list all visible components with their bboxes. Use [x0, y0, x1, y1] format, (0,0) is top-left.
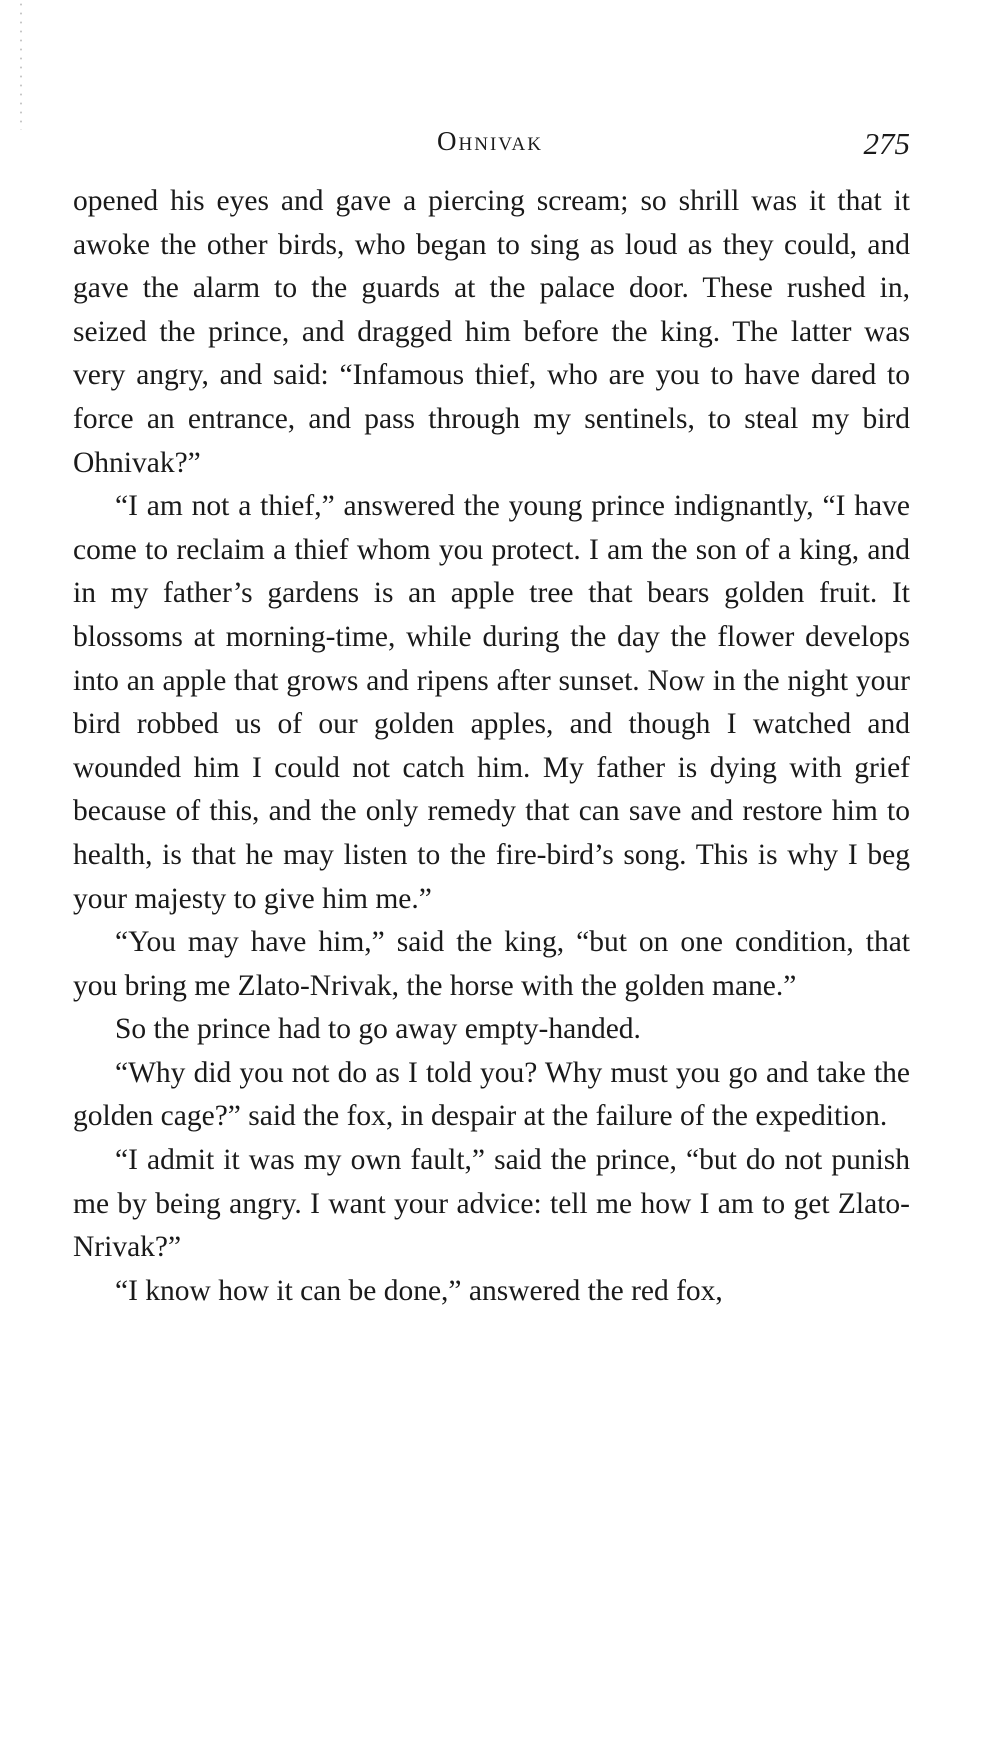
scan-speckles: [18, 0, 26, 130]
page-number: 275: [863, 126, 910, 161]
paragraph: “I am not a thief,” answered the young prince indignantly, “I have come to reclaim a thief whom you protect. I am the son of a king, and in my father’s gardens is an apple tree that bears golden fruit. It blossoms at morning-time, while during the day the flower develops into an apple that grows and ripens after sunset. Now in the night your bird robbed us of our golden apples, and though I watched and wounded him I could not catch him. My father is dying with grief because of this, and the only remedy that can save and restore him to health, is that he may listen to the fire-bird’s song. This is why I beg your majesty to give him me.”: [73, 490, 910, 915]
paragraph: “I admit it was my own fault,” said the prince, “but do not punish me by being angry. I want your advice: tell me how I am to get Zlato-Nrivak?”: [73, 1144, 910, 1264]
paragraph-continued: opened his eyes and gave a piercing scream; so shrill was it that it awoke the other birds, who began to sing as loud as they could, and gave the alarm to the guards at the palace door. These rushed in, seized the prince, and dragged him before the king. The latter was very angry, and said: “Infamous thief, who are you to have dared to force an entrance, and pass through my sentinels, to steal my bird Ohnivak?”: [73, 185, 910, 479]
paragraph: “You may have him,” said the king, “but on one condition, that you bring me Zlato-Nrivak, the horse with the golden mane.”: [73, 926, 910, 1002]
running-title: Ohnivak: [437, 126, 543, 156]
page-header: [70, 126, 910, 166]
paragraph: “Why did you not do as I told you? Why must you go and take the golden cage?” said the fox, in despair at the failure of the expedition.: [73, 1056, 910, 1133]
paragraph: “I know how it can be done,” answered the red fox,: [115, 1274, 723, 1307]
paragraph: So the prince had to go away empty-handed.: [115, 1013, 641, 1046]
body-text: [73, 180, 910, 1313]
